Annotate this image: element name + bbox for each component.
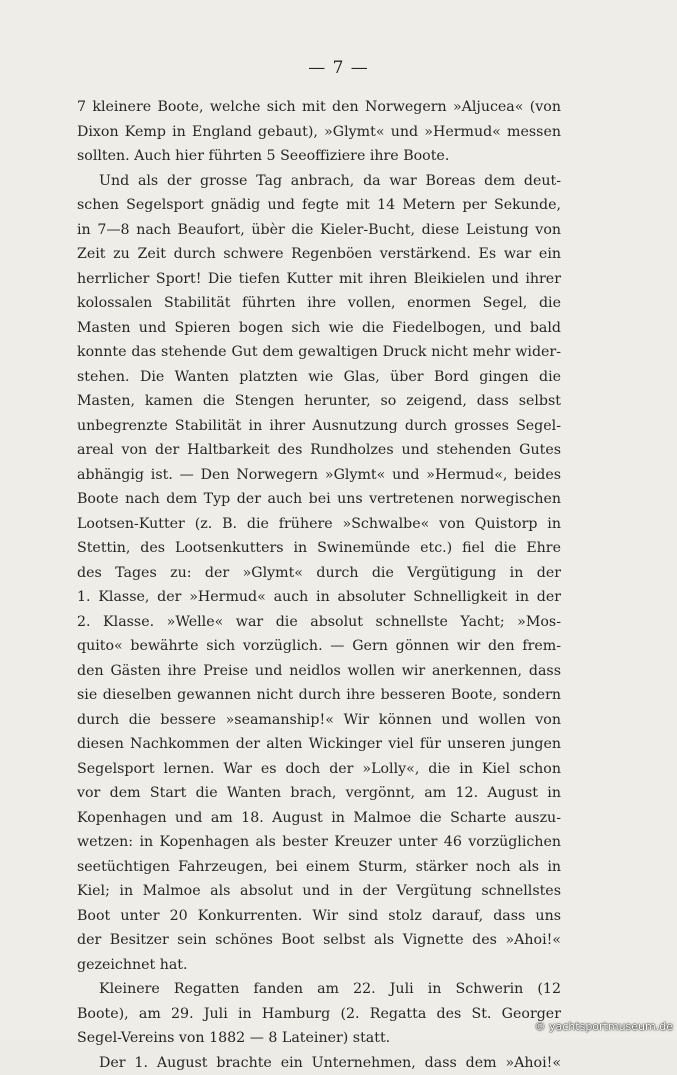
text-line: abhängig ist. — Den Norwegern »Glymt« und »Hermud«, beides [77,463,561,488]
text-line: Stettin, des Lootsenkutters in Swinemünde etc.) fiel die Ehre [77,536,561,561]
text-line: in 7—8 nach Beaufort, übèr die Kieler-Bucht, diese Leistung von [77,218,561,243]
text-line: areal von der Haltbarkeit des Rundholzes und stehenden Gutes [77,438,561,463]
text-line: Boote nach dem Typ der auch bei uns vertretenen norwegischen [77,487,561,512]
text-line: kolossalen Stabilität führten ihre vollen, enormen Segel, die [77,291,561,316]
text-line: sie dieselben gewannen nicht durch ihre besseren Boote, sondern [77,683,561,708]
text-line: des Tages zu: der »Glymt« durch die Vergütigung in der [77,561,561,586]
text-line: konnte das stehende Gut dem gewaltigen Druck nicht mehr wider- [77,340,561,365]
text-line: schen Segelsport gnädig und fegte mit 14 Metern per Sekunde, [77,193,561,218]
text-line: herrlicher Sport! Die tiefen Kutter mit ihren Bleikielen und ihrer [77,267,561,292]
text-line: 1. Klasse, der »Hermud« auch in absoluter Schnelligkeit in der [77,585,561,610]
text-line: Segelsport lernen. War es doch der »Lolly«, die in Kiel schon [77,757,561,782]
page-number: — 7 — [0,58,677,78]
text-line: 2. Klasse. »Welle« war die absolut schnellste Yacht; »Mos- [77,610,561,635]
text-line: gezeichnet hat. [77,953,561,978]
text-line: unbegrenzte Stabilität in ihrer Ausnutzung durch grosses Segel- [77,414,561,439]
text-line: stehen. Die Wanten platzten wie Glas, über Bord gingen die [77,365,561,390]
text-line: durch die bessere »seamanship!« Wir können und wollen von [77,708,561,733]
text-line: Masten und Spieren bogen sich wie die Fiedelbogen, und bald [77,316,561,341]
text-line: Der 1. August brachte ein Unternehmen, dass dem »Ahoi!« [77,1051,561,1075]
text-line: Lootsen-Kutter (z. B. die frühere »Schwalbe« von Quistorp in [77,512,561,537]
body-text [77,95,561,1075]
text-line: 7 kleinere Boote, welche sich mit den Norwegern »Aljucea« (von [77,95,561,120]
text-line: Boot unter 20 Konkurrenten. Wir sind stolz darauf, dass uns [77,904,561,929]
text-line: Kopenhagen und am 18. August in Malmoe die Scharte auszu- [77,806,561,831]
text-line: Masten, kamen die Stengen herunter, so zeigend, dass selbst [77,389,561,414]
text-line: Zeit zu Zeit durch schwere Regenböen verstärkend. Es war ein [77,242,561,267]
text-line: Boote), am 29. Juli in Hamburg (2. Regatta des St. Georger [77,1002,561,1027]
text-line: Und als der grosse Tag anbrach, da war Boreas dem deut- [77,169,561,194]
text-line: quito« bewährte sich vorzüglich. — Gern gönnen wir den frem- [77,634,561,659]
text-line: vor dem Start die Wanten brach, vergönnt, am 12. August in [77,781,561,806]
text-line: Kleinere Regatten fanden am 22. Juli in Schwerin (12 [77,977,561,1002]
text-line: seetüchtigen Fahrzeugen, bei einem Sturm, stärker noch als in [77,855,561,880]
text-line: diesen Nachkommen der alten Wickinger viel für unseren jungen [77,732,561,757]
text-line: Kiel; in Malmoe als absolut und in der Vergütung schnellstes [77,879,561,904]
text-line: der Besitzer sein schönes Boot selbst als Vignette des »Ahoi!« [77,928,561,953]
text-line: den Gästen ihre Preise und neidlos wollen wir anerkennen, dass [77,659,561,684]
copyright-watermark: © yachtsportmuseum.de [535,1020,673,1033]
text-line: Segel-Vereins von 1882 — 8 Lateiner) statt. [77,1026,561,1051]
text-line: Dixon Kemp in England gebaut), »Glymt« und »Hermud« messen [77,120,561,145]
text-line: wetzen: in Kopenhagen als bester Kreuzer unter 46 vorzüglichen [77,830,561,855]
text-line: sollten. Auch hier führten 5 Seeoffiziere ihre Boote. [77,144,561,169]
